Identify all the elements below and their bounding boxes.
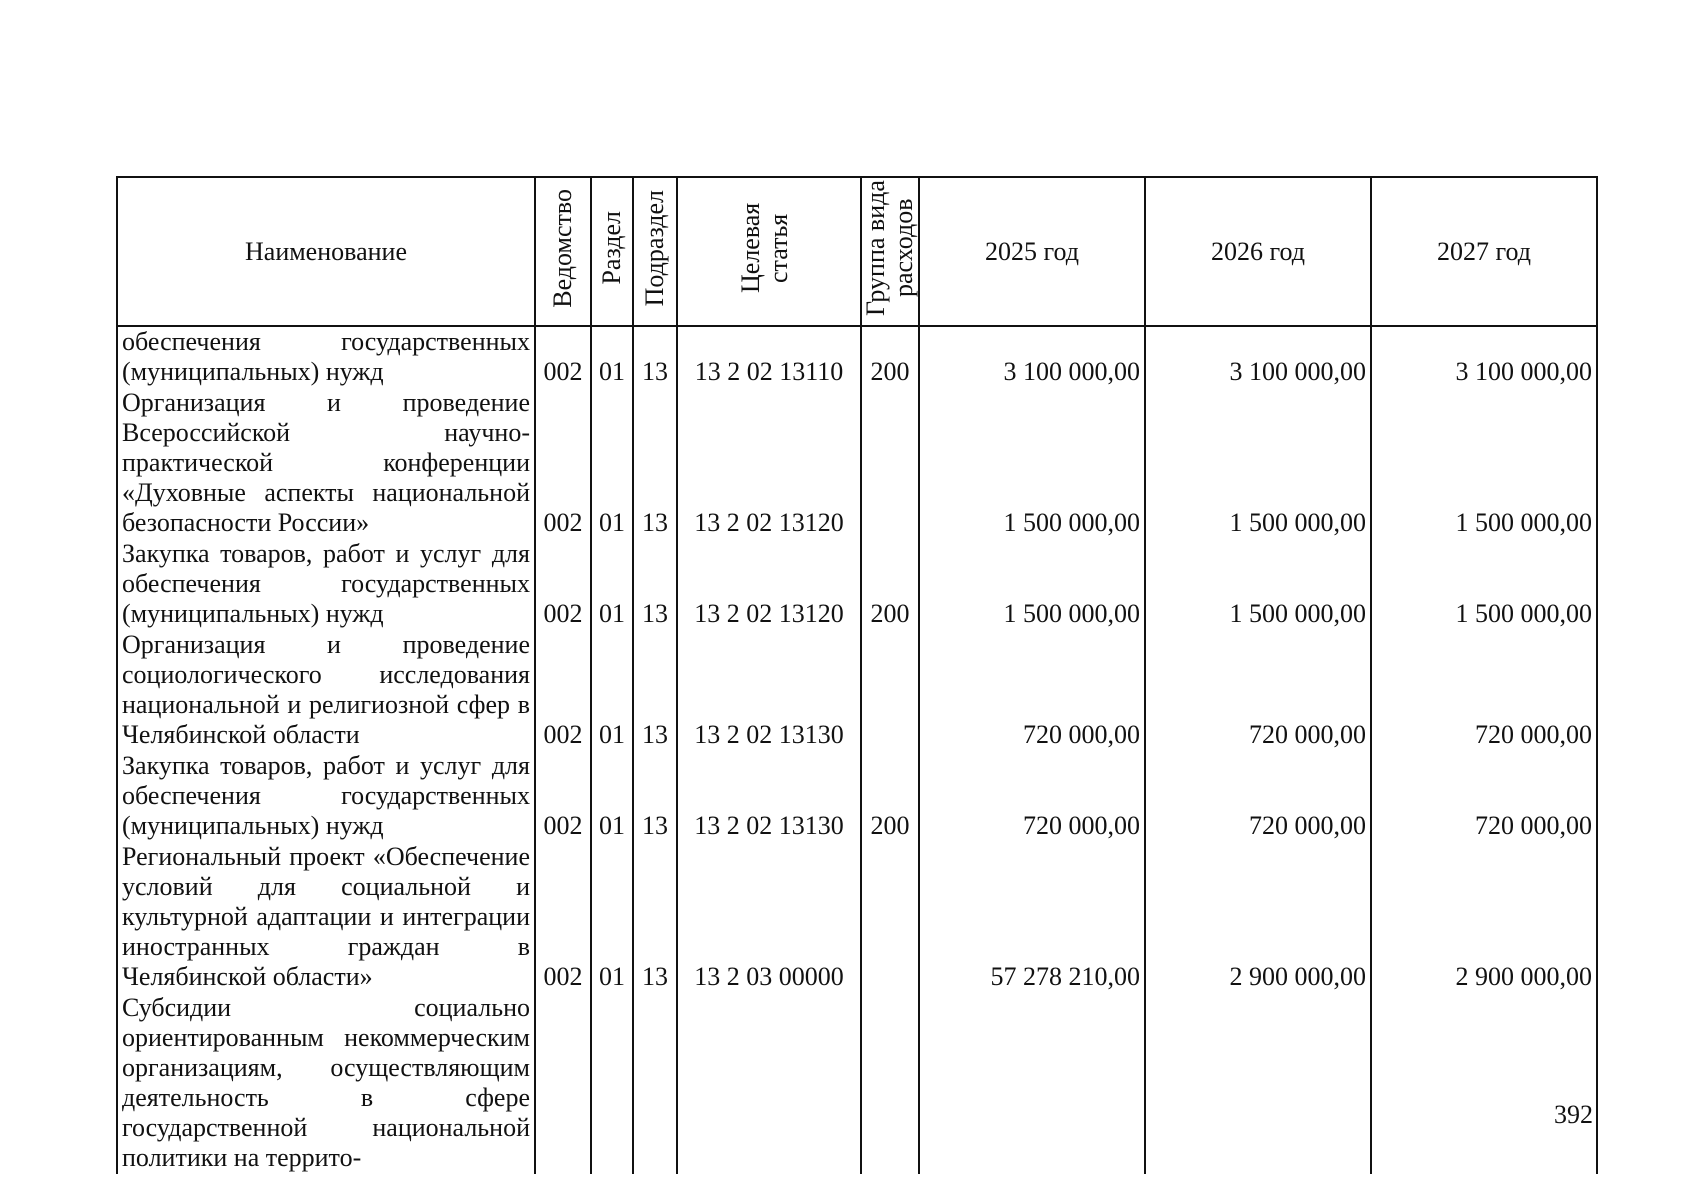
- header-podrazdel: Подраздел: [633, 177, 677, 326]
- row-gruppa: 200: [861, 539, 919, 630]
- row-2025: 720 000,00: [919, 630, 1145, 751]
- header-vedomstvo: Ведомство: [535, 177, 591, 326]
- row-podrazdel: 13: [633, 751, 677, 842]
- row-2027: 1 500 000,00: [1371, 539, 1597, 630]
- row-name: Закупка товаров, работ и услуг для обеспечения государственных (муниципальных) нужд: [117, 751, 535, 842]
- row-2027: 720 000,00: [1371, 751, 1597, 842]
- row-vedomstvo: [535, 993, 591, 1174]
- row-razdel: 01: [591, 539, 633, 630]
- row-celevaya: 13 2 02 13110: [677, 326, 861, 388]
- row-2025: 57 278 210,00: [919, 842, 1145, 993]
- row-podrazdel: 13: [633, 388, 677, 539]
- header-2025: 2025 год: [919, 177, 1145, 326]
- row-podrazdel: 13: [633, 842, 677, 993]
- row-2027: [1371, 993, 1597, 1174]
- row-vedomstvo: 002: [535, 539, 591, 630]
- page-number: 392: [1554, 1100, 1593, 1129]
- row-podrazdel: 13: [633, 326, 677, 388]
- row-vedomstvo: 002: [535, 326, 591, 388]
- row-name: Организация и проведение Всероссийской научно-практической конференции «Духовные аспекты национальной безопасности России»: [117, 388, 535, 539]
- row-celevaya: 13 2 03 00000: [677, 842, 861, 993]
- row-2026: 2 900 000,00: [1145, 842, 1371, 993]
- header-celevaya: Целевая статья: [677, 177, 861, 326]
- table-row: [117, 539, 1597, 630]
- row-2026: 1 500 000,00: [1145, 539, 1371, 630]
- row-2026: [1145, 993, 1371, 1174]
- row-2026: 720 000,00: [1145, 751, 1371, 842]
- row-celevaya: 13 2 02 13120: [677, 539, 861, 630]
- row-gruppa: [861, 630, 919, 751]
- row-2026: 3 100 000,00: [1145, 326, 1371, 388]
- row-razdel: 01: [591, 326, 633, 388]
- row-gruppa: 200: [861, 751, 919, 842]
- row-name: Субсидии социально ориентированным некоммерческим организациям, осуществляющим деятельность в сфере государственной национальной политики на террито-: [117, 993, 535, 1174]
- row-celevaya: 13 2 02 13130: [677, 751, 861, 842]
- row-podrazdel: [633, 993, 677, 1174]
- row-razdel: 01: [591, 630, 633, 751]
- header-name: Наименование: [117, 177, 535, 326]
- table-row: [117, 842, 1597, 993]
- table-header-row: [117, 177, 1597, 326]
- table-row: [117, 326, 1597, 388]
- row-vedomstvo: 002: [535, 751, 591, 842]
- row-2026: 720 000,00: [1145, 630, 1371, 751]
- row-razdel: 01: [591, 842, 633, 993]
- header-gruppa: Группа вида расходов: [861, 177, 919, 326]
- row-razdel: 01: [591, 388, 633, 539]
- row-2025: 720 000,00: [919, 751, 1145, 842]
- table-row: [117, 388, 1597, 539]
- row-2026: 1 500 000,00: [1145, 388, 1371, 539]
- header-2027: 2027 год: [1371, 177, 1597, 326]
- row-name: обеспечения государственных (муниципальных) нужд: [117, 326, 535, 388]
- row-2025: [919, 993, 1145, 1174]
- row-vedomstvo: 002: [535, 842, 591, 993]
- row-celevaya: 13 2 02 13130: [677, 630, 861, 751]
- header-2026: 2026 год: [1145, 177, 1371, 326]
- row-2027: 1 500 000,00: [1371, 388, 1597, 539]
- table-row: [117, 751, 1597, 842]
- row-2025: 1 500 000,00: [919, 388, 1145, 539]
- row-name: Региональный проект «Обеспечение условий для социальной и культурной адаптации и интеграции иностранных граждан в Челябинской области»: [117, 842, 535, 993]
- row-2027: 3 100 000,00: [1371, 326, 1597, 388]
- header-razdel: Раздел: [591, 177, 633, 326]
- row-name: Закупка товаров, работ и услуг для обеспечения государственных (муниципальных) нужд: [117, 539, 535, 630]
- row-celevaya: [677, 993, 861, 1174]
- row-gruppa: [861, 388, 919, 539]
- row-gruppa: [861, 993, 919, 1174]
- row-podrazdel: 13: [633, 539, 677, 630]
- table-row: [117, 993, 1597, 1174]
- row-razdel: [591, 993, 633, 1174]
- row-podrazdel: 13: [633, 630, 677, 751]
- row-razdel: 01: [591, 751, 633, 842]
- row-vedomstvo: 002: [535, 388, 591, 539]
- row-2027: 2 900 000,00: [1371, 842, 1597, 993]
- row-2025: 3 100 000,00: [919, 326, 1145, 388]
- row-2027: 720 000,00: [1371, 630, 1597, 751]
- row-celevaya: 13 2 02 13120: [677, 388, 861, 539]
- row-name: Организация и проведение социологического исследования национальной и религиозной сфер в Челябинской области: [117, 630, 535, 751]
- budget-table: [116, 176, 1598, 1174]
- row-vedomstvo: 002: [535, 630, 591, 751]
- row-gruppa: 200: [861, 326, 919, 388]
- row-2025: 1 500 000,00: [919, 539, 1145, 630]
- table-row: [117, 630, 1597, 751]
- row-gruppa: [861, 842, 919, 993]
